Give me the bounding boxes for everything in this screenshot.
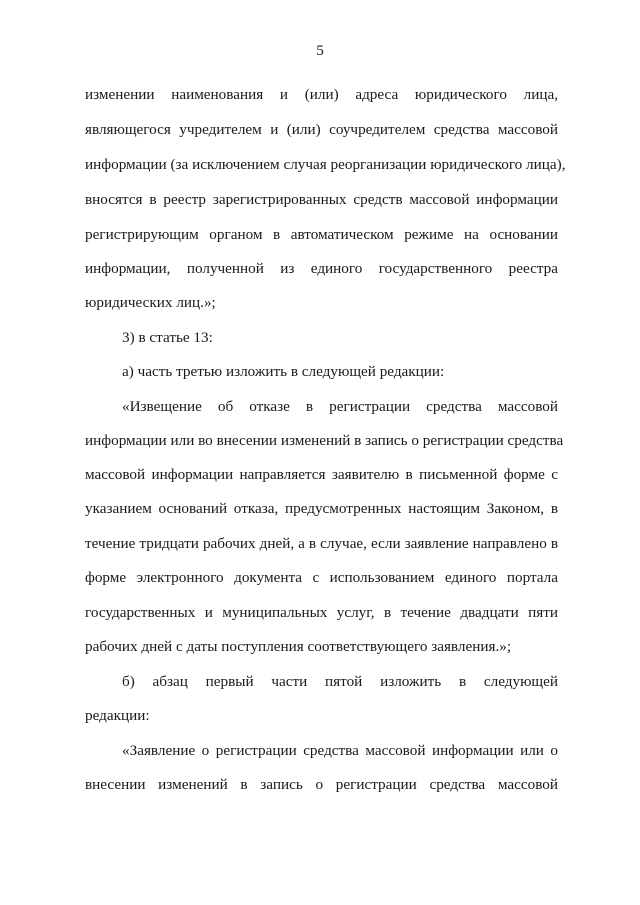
text-line: информации или во внесении изменений в запись о регистрации средства bbox=[85, 432, 564, 449]
text-line: форме электронного документа с использованием единого портала bbox=[85, 569, 558, 586]
text-line: юридических лиц.»; bbox=[85, 294, 216, 311]
text-line: государственных и муниципальных услуг, в течение двадцати пяти bbox=[85, 604, 558, 621]
text-line: информации (за исключением случая реорганизации юридического лица), bbox=[85, 156, 566, 173]
text-line: внесении изменений в запись о регистрации средства массовой bbox=[85, 776, 558, 793]
text-line: редакции: bbox=[85, 707, 150, 724]
text-line: вносятся в реестр зарегистрированных средств массовой информации bbox=[85, 191, 558, 208]
page-number: 5 bbox=[316, 42, 324, 59]
text-line: указанием оснований отказа, предусмотренных настоящим Законом, в bbox=[85, 500, 558, 517]
text-line: массовой информации направляется заявителю в письменной форме с bbox=[85, 466, 558, 483]
text-line: являющегося учредителем и (или) соучредителем средства массовой bbox=[85, 121, 558, 138]
text-line: регистрирующим органом в автоматическом режиме на основании bbox=[85, 226, 558, 243]
text-line: информации, полученной из единого государственного реестра bbox=[85, 260, 558, 277]
text-line: 3) в статье 13: bbox=[122, 329, 213, 346]
text-line: «Извещение об отказе в регистрации средства массовой bbox=[122, 398, 558, 415]
text-line: б) абзац первый части пятой изложить в следующей bbox=[122, 673, 558, 690]
text-line: а) часть третью изложить в следующей редакции: bbox=[122, 363, 445, 380]
text-line: рабочих дней с даты поступления соответствующего заявления.»; bbox=[85, 638, 512, 655]
text-line: течение тридцати рабочих дней, а в случае, если заявление направлено в bbox=[85, 535, 558, 552]
text-line: «Заявление о регистрации средства массовой информации или о bbox=[122, 742, 558, 759]
text-line: изменении наименования и (или) адреса юридического лица, bbox=[85, 86, 558, 103]
